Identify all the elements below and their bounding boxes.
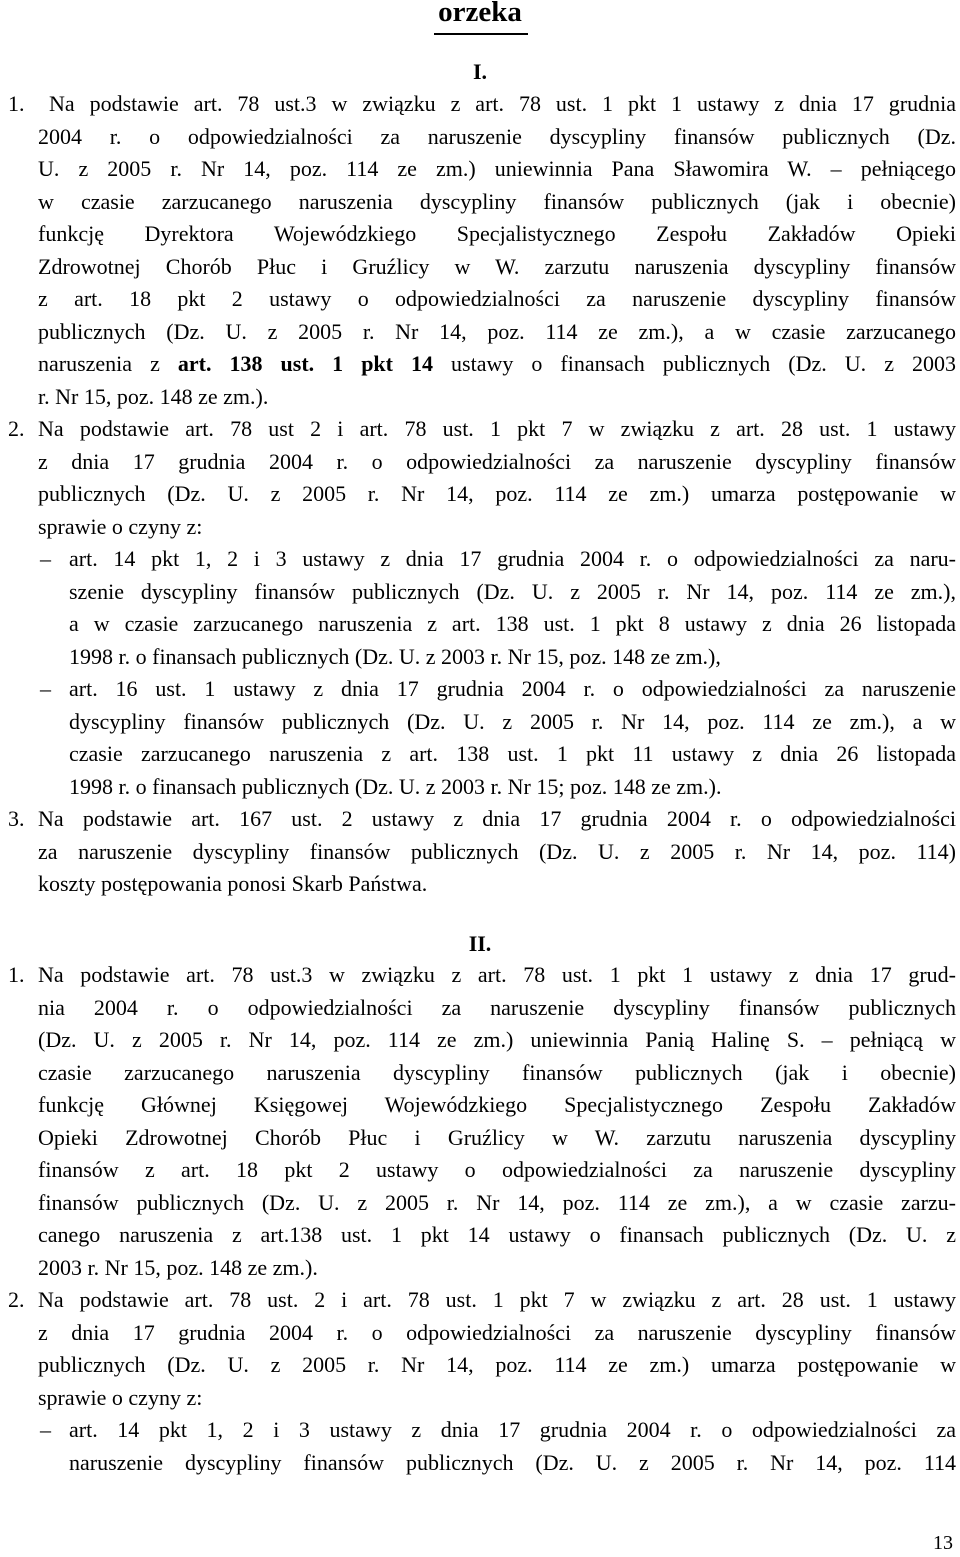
text-line: 1. Na podstawie art. 78 ust.3 w związku z art. 78 ust. 1 pkt 1 ustawy z dnia 17 grudnia — [0, 88, 960, 121]
list-number: 1. — [8, 962, 25, 987]
text-line: naruszenia z art. 138 ust. 1 pkt 14 ustawy o finansach publicznych (Dz. U. z 2003 — [38, 351, 956, 376]
text-line: 2. Na podstawie art. 78 ust 2 i art. 78 ust. 1 pkt 7 w związku z art. 28 ust. 1 ustawy — [0, 413, 960, 446]
text-line: za naruszenie dyscypliny finansów publicznych (Dz. U. z 2005 r. Nr 14, poz. 114) — [38, 838, 956, 864]
text-line: (Dz. U. z 2005 r. Nr 14, poz. 114 ze zm.) uniewinnia Panią Halinę S. – pełniącą w — [38, 1027, 956, 1052]
text-line: czasie zarzucanego naruszenia dyscypliny finansów publicznych (jak i obecnie) — [38, 1059, 956, 1085]
section-numeral-1: I. — [472, 59, 488, 84]
heading-underline — [434, 33, 528, 35]
text-line: koszty postępowania ponosi Skarb Państwa. — [38, 871, 428, 896]
text-line: 2004 r. o odpowiedzialności za naruszenie dyscypliny finansów publicznych (Dz. — [38, 123, 956, 149]
text-line: canego naruszenia z art.138 ust. 1 pkt 14 ustawy o finansach publicznych (Dz. U. z — [38, 1222, 956, 1247]
text-line: a w czasie zarzucanego naruszenia z art. 138 ust. 1 pkt 8 ustawy z dnia 26 listopada — [69, 611, 956, 636]
text-line: Opieki Zdrowotnej Chorób Płuc i Gruźlicy w W. zarzutu naruszenia dyscypliny — [38, 1124, 956, 1150]
text-line: naruszenie dyscypliny finansów publicznych (Dz. U. z 2005 r. Nr 14, poz. 114 — [69, 1449, 956, 1475]
page-number: 13 — [933, 1532, 953, 1554]
text-line: – art. 14 pkt 1, 2 i 3 ustawy z dnia 17 grudnia 2004 r. o odpowiedzialności za naru- — [0, 543, 960, 576]
text-line: 2003 r. Nr 15, poz. 148 ze zm.). — [38, 1254, 318, 1280]
text-line: czasie zarzucanego naruszenia z art. 138 ust. 1 pkt 11 ustawy z dnia 26 listopada — [69, 741, 956, 766]
ruling-heading: orzeka — [438, 0, 522, 28]
text-line: publicznych (Dz. U. z 2005 r. Nr 14, poz. 114 ze zm.) umarza postępowanie w — [38, 1352, 956, 1377]
text-line: szenie dyscypliny finansów publicznych (Dz. U. z 2005 r. Nr 14, poz. 114 ze zm.), — [69, 578, 956, 604]
text-line: U. z 2005 r. Nr 14, poz. 114 ze zm.) uniewinnia Pana Sławomira W. – pełniącego — [38, 156, 956, 181]
text-line: publicznych (Dz. U. z 2005 r. Nr 14, poz. 114 ze zm.), a w czasie zarzucanego — [38, 318, 956, 344]
text-line: nia 2004 r. o odpowiedzialności za naruszenie dyscypliny finansów publicznych — [38, 994, 956, 1020]
text-line: Zdrowotnej Chorób Płuc i Gruźlicy w W. zarzutu naruszenia dyscypliny finansów — [38, 253, 956, 279]
text-line: finansów publicznych (Dz. U. z 2005 r. Nr 14, poz. 114 ze zm.), a w czasie zarzu- — [38, 1189, 956, 1215]
list-number: 2. — [8, 1287, 25, 1312]
text-line: publicznych (Dz. U. z 2005 r. Nr 14, poz. 114 ze zm.) umarza postępowanie w — [38, 481, 956, 506]
text-line: 1998 r. o finansach publicznych (Dz. U. z 2003 r. Nr 15, poz. 148 ze zm.), — [69, 643, 721, 669]
text-line: r. Nr 15, poz. 148 ze zm.). — [38, 383, 269, 409]
text-line: – art. 14 pkt 1, 2 i 3 ustawy z dnia 17 grudnia 2004 r. o odpowiedzialności za — [0, 1414, 960, 1447]
list-dash: – — [40, 676, 51, 701]
text-line: w czasie zarzucanego naruszenia dyscypliny finansów publicznych (jak i obecnie) — [38, 188, 956, 214]
list-number: 1. — [8, 91, 25, 116]
text-line: z art. 18 pkt 2 ustawy o odpowiedzialności za naruszenie dyscypliny finansów — [38, 286, 956, 311]
list-number: 3. — [8, 806, 25, 831]
text-line: – art. 16 ust. 1 ustawy z dnia 17 grudnia 2004 r. o odpowiedzialności za naruszenie — [0, 673, 960, 706]
text-line: finansów z art. 18 pkt 2 ustawy o odpowiedzialności za naruszenie dyscypliny — [38, 1157, 956, 1182]
text-line: 1998 r. o finansach publicznych (Dz. U. z 2003 r. Nr 15; poz. 148 ze zm.). — [69, 773, 722, 799]
list-dash: – — [40, 1417, 51, 1442]
text-line: z dnia 17 grudnia 2004 r. o odpowiedzialności za naruszenie dyscypliny finansów — [38, 1319, 956, 1345]
text-line: 1. Na podstawie art. 78 ust.3 w związku z art. 78 ust. 1 pkt 1 ustawy z dnia 17 grud- — [0, 959, 960, 992]
list-dash: – — [40, 546, 51, 571]
text-line: z dnia 17 grudnia 2004 r. o odpowiedzialności za naruszenie dyscypliny finansów — [38, 448, 956, 474]
text-line: sprawie o czyny z: — [38, 513, 203, 539]
text-line: funkcję Głównej Księgowej Wojewódzkiego Specjalistycznego Zespołu Zakładów — [38, 1092, 956, 1117]
list-number: 2. — [8, 416, 25, 441]
text-line: 2. Na podstawie art. 78 ust. 2 i art. 78 ust. 1 pkt 7 w związku z art. 28 ust. 1 ustawy — [0, 1284, 960, 1317]
text-line: sprawie o czyny z: — [38, 1384, 203, 1410]
text-line: 3. Na podstawie art. 167 ust. 2 ustawy z dnia 17 grudnia 2004 r. o odpowiedzialności — [0, 803, 960, 836]
section-numeral-2: II. — [468, 931, 492, 956]
text-line: dyscypliny finansów publicznych (Dz. U. z 2005 r. Nr 14, poz. 114 ze zm.), a w — [69, 708, 956, 734]
text-line: funkcję Dyrektora Wojewódzkiego Specjalistycznego Zespołu Zakładów Opieki — [38, 221, 956, 246]
